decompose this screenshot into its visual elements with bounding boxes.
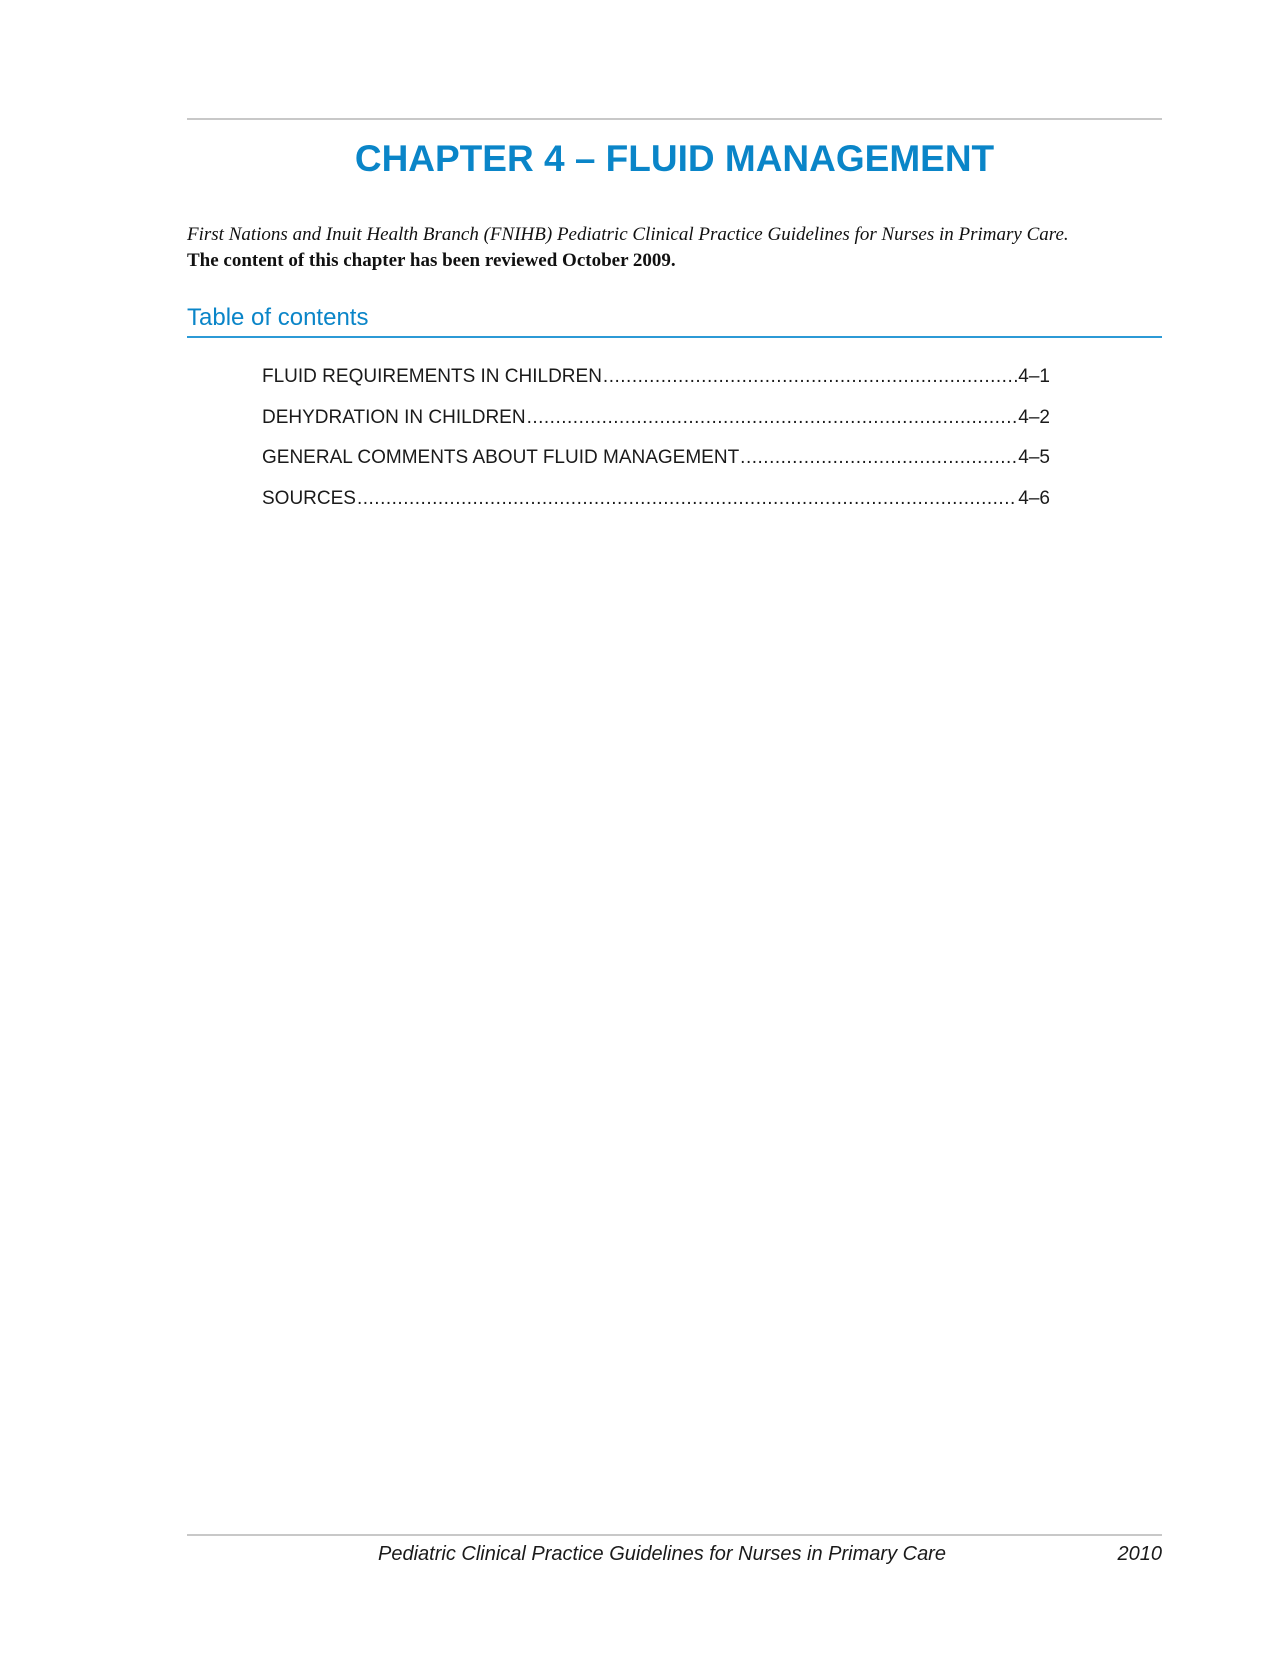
toc-heading: Table of contents [187, 304, 369, 331]
toc-entry-title: GENERAL COMMENTS ABOUT FLUID MANAGEMENT [262, 447, 740, 468]
review-line: The content of this chapter has been reviewed October 2009. [187, 250, 676, 271]
top-divider [187, 118, 1162, 120]
toc-dot-leader [357, 488, 1017, 510]
toc-entry-sources[interactable] [262, 488, 1050, 529]
toc-entry-title: SOURCES [262, 487, 356, 509]
toc-entry-page: 4–5 [1018, 447, 1050, 468]
toc-entry-fluid-requirements[interactable] [262, 366, 1050, 407]
toc-dot-leader [740, 447, 1017, 469]
footer-year: 2010 [1117, 1543, 1162, 1565]
chapter-title: CHAPTER 4 – FLUID MANAGEMENT [354, 138, 995, 179]
source-line: First Nations and Inuit Health Branch (FNIHB) Pediatric Clinical Practice Guidelines for Nurses in Primary Care. [187, 224, 1069, 245]
chapter-intro [187, 222, 1177, 274]
toc-list [262, 366, 1050, 528]
toc-divider [187, 336, 1162, 338]
toc-entry-dehydration[interactable] [262, 407, 1050, 448]
footer-divider [187, 1534, 1162, 1536]
toc-entry-page: 4–6 [1018, 487, 1050, 509]
toc-entry-title: DEHYDRATION IN CHILDREN [262, 406, 526, 428]
toc-entry-title: FLUID REQUIREMENTS IN CHILDREN [262, 366, 602, 387]
toc-entry-general-comments[interactable] [262, 447, 1050, 488]
toc-entry-page: 4–1 [1018, 366, 1050, 387]
footer-title: Pediatric Clinical Practice Guidelines for Nurses in Primary Care [378, 1543, 946, 1565]
toc-dot-leader [527, 407, 1018, 429]
toc-dot-leader [603, 366, 1017, 388]
toc-entry-page: 4–2 [1018, 406, 1050, 428]
